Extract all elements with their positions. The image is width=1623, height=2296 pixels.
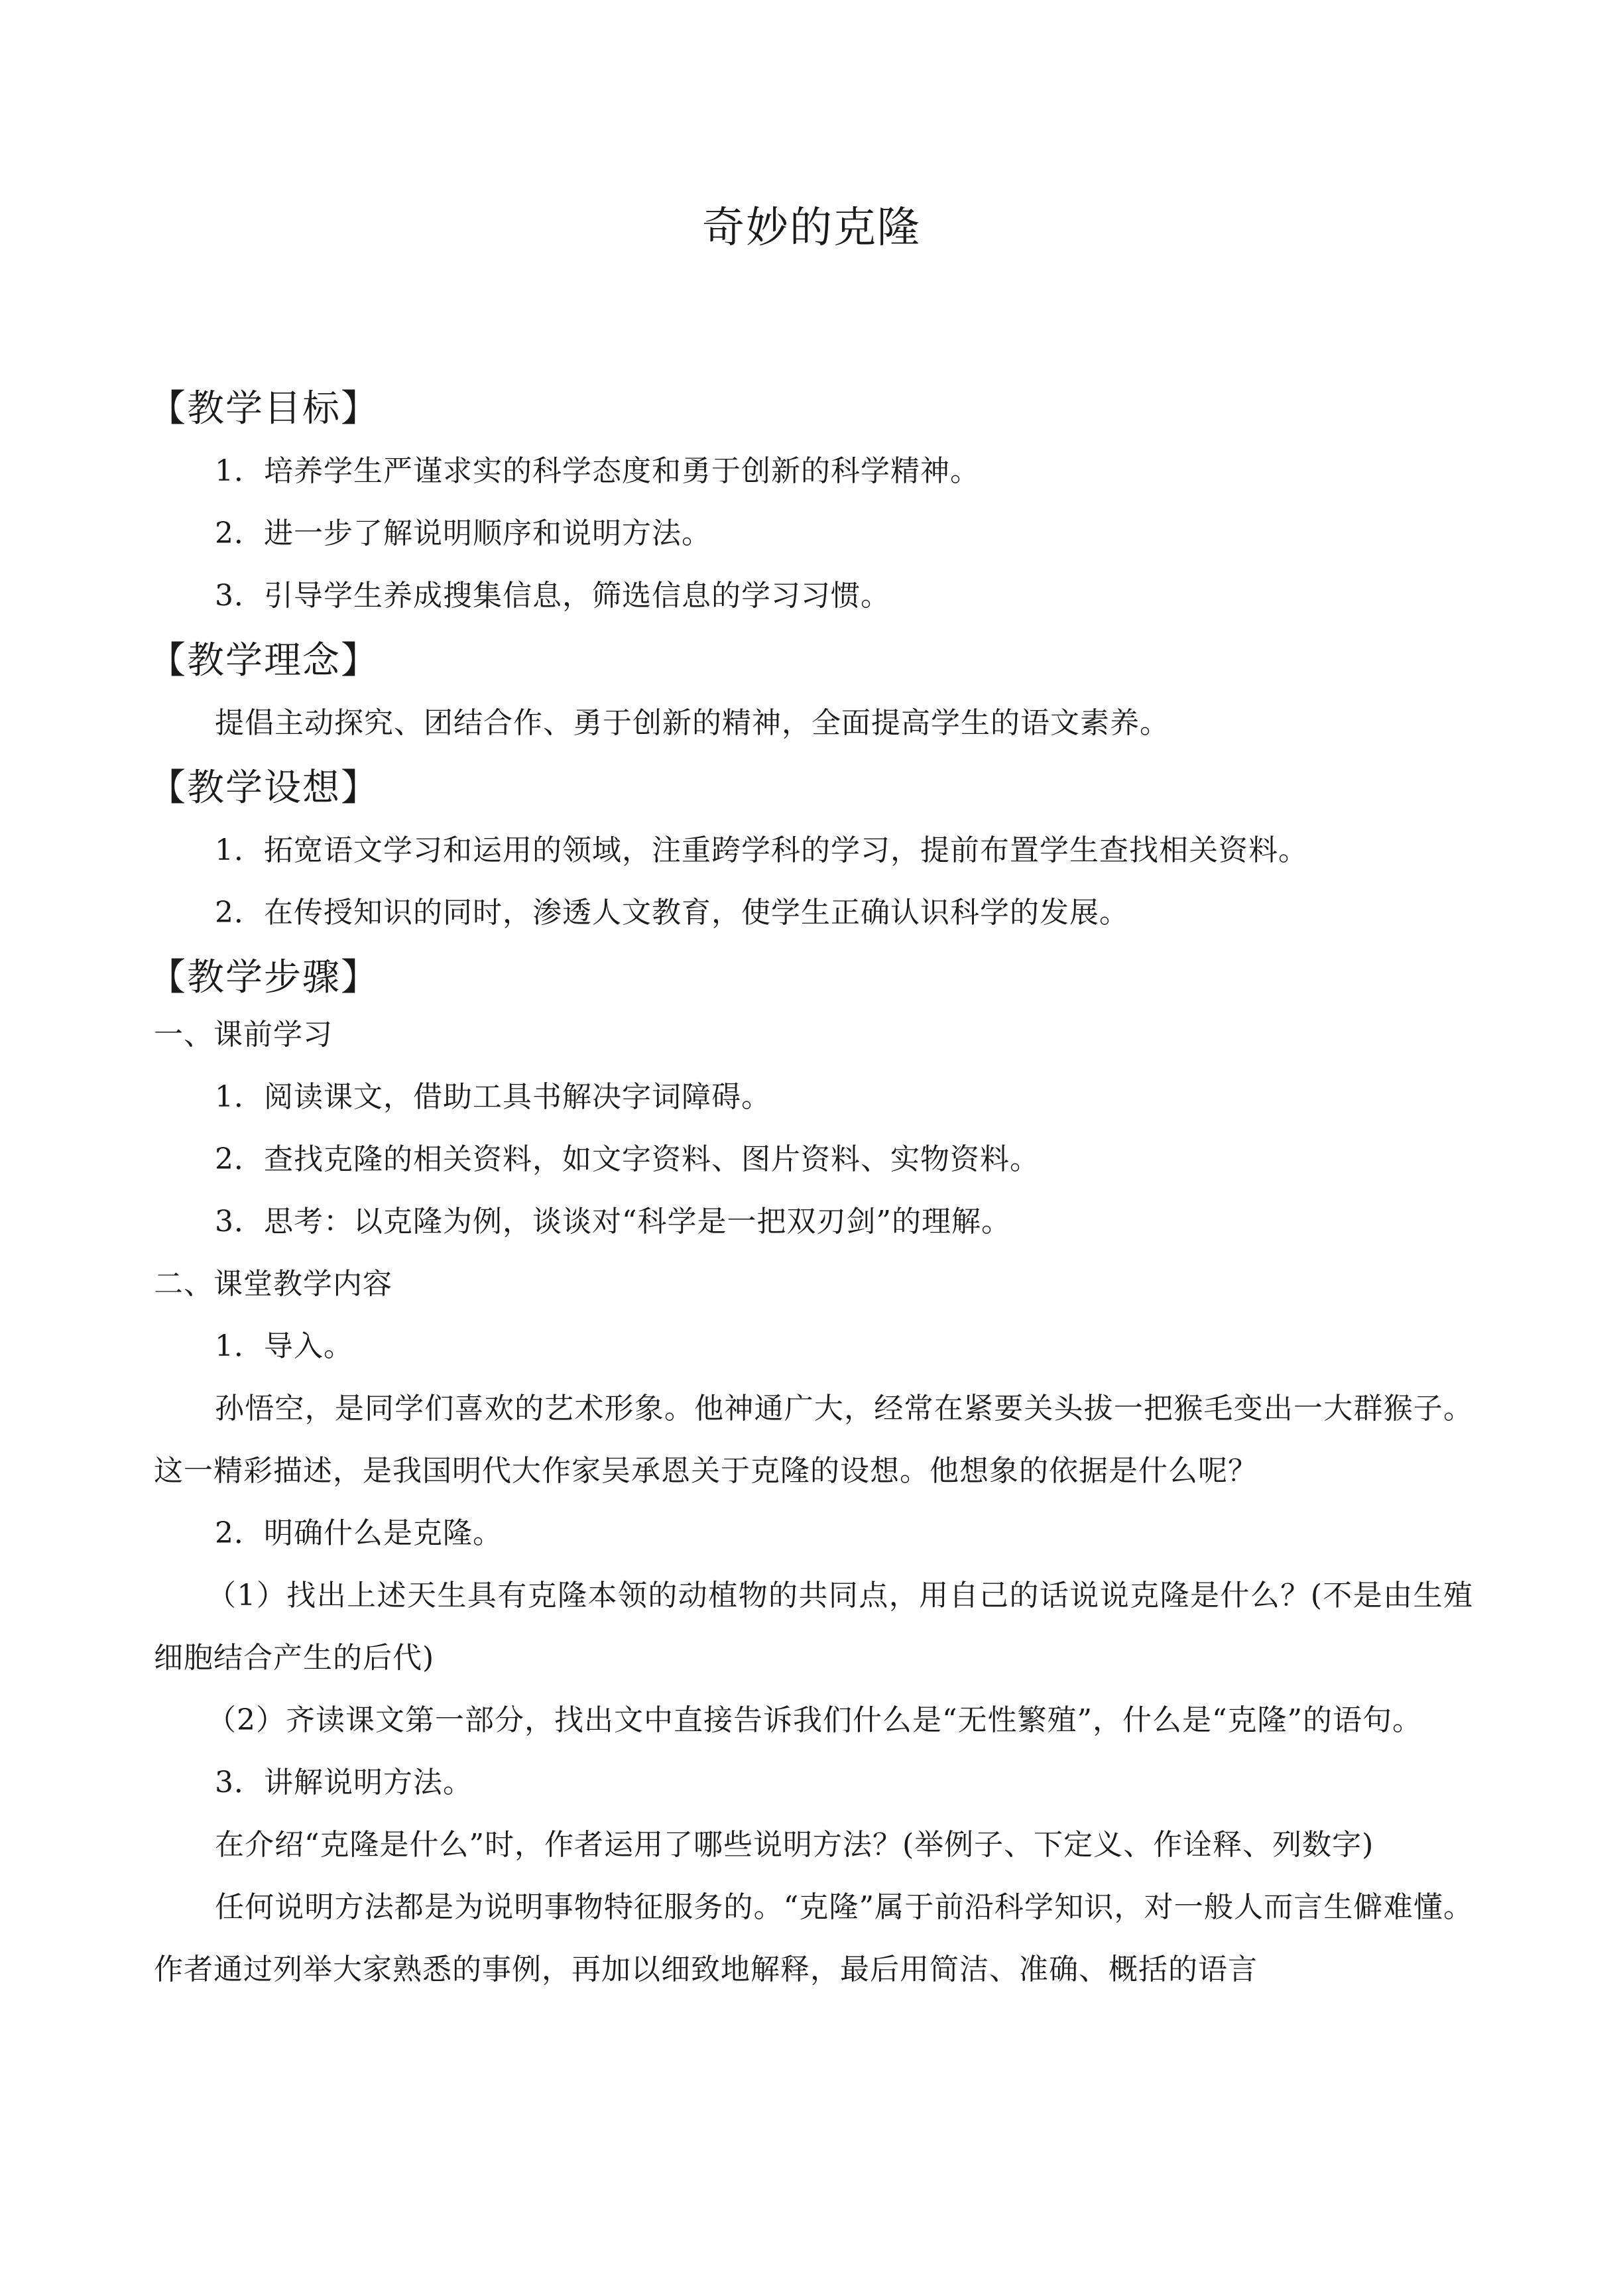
part1-item-3: 3．思考：以克隆为例，谈谈对“科学是一把双刃剑”的理解。 [215, 1205, 1011, 1239]
part1-item-1: 1．阅读课文，借助工具书解决字词障碍。 [215, 1080, 771, 1114]
part2-step1-text: 孙悟空，是同学们喜欢的艺术形象。他神通广大，经常在紧要关头拔一把猴毛变出一大群猴子。这一精彩描述，是我国明代大作家吴承恩关于克隆的设想。他想象的依据是什么呢？ [154, 1392, 1473, 1488]
goal-item-3: 3．引导学生养成搜集信息，筛选信息的学习习惯。 [215, 579, 890, 613]
part2-step3: 3．讲解说明方法。 [215, 1766, 473, 1799]
document-body [149, 383, 1473, 2001]
section-heading-design: 【教学设想】 [149, 766, 379, 810]
goal-item-2: 2．进一步了解说明顺序和说明方法。 [215, 516, 711, 550]
philosophy-text: 提倡主动探究、团结合作、勇于创新的精神，全面提高学生的语文素养。 [215, 706, 1170, 740]
part2-step3-text2: 任何说明方法都是为说明事物特征服务的。“克隆”属于前沿科学知识，对一般人而言生僻难懂。作者通过列举大家熟悉的事例，再加以细致地解释，最后用简洁、准确、概括的语言 [154, 1890, 1473, 1986]
section-heading-philosophy: 【教学理念】 [149, 639, 379, 682]
steps-part1-title: 一、课前学习 [154, 1018, 333, 1052]
part2-step2: 2．明确什么是克隆。 [215, 1516, 503, 1550]
section-heading-steps: 【教学步骤】 [149, 956, 379, 999]
section-heading-goals: 【教学目标】 [149, 387, 379, 430]
part2-step1: 1．导入。 [215, 1329, 353, 1363]
part2-step3-text1: 在介绍“克隆是什么”时，作者运用了哪些说明方法？(举例子、下定义、作诠释、列数字) [215, 1828, 1374, 1862]
design-item-2: 2．在传授知识的同时，渗透人文教育，使学生正确认识科学的发展。 [215, 896, 1129, 930]
steps-part2-title: 二、课堂教学内容 [154, 1267, 392, 1301]
document-title: 奇妙的克隆 [702, 204, 921, 253]
part1-item-2: 2．查找克隆的相关资料，如文字资料、图片资料、实物资料。 [215, 1142, 1040, 1176]
goal-item-1: 1．培养学生严谨求实的科学态度和勇于创新的科学精神。 [215, 454, 980, 488]
part2-step2-question2: （2）齐读课文第一部分，找出文中直接告诉我们什么是“无性繁殖”，什么是“克隆”的语句。 [207, 1703, 1422, 1737]
design-item-1: 1．拓宽语文学习和运用的领域，注重跨学科的学习，提前布置学生查找相关资料。 [215, 833, 1308, 867]
part2-step2-question1: （1）找出上述天生具有克隆本领的动植物的共同点，用自己的话说说克隆是什么？(不是由生殖细胞结合产生的后代) [154, 1579, 1473, 1675]
